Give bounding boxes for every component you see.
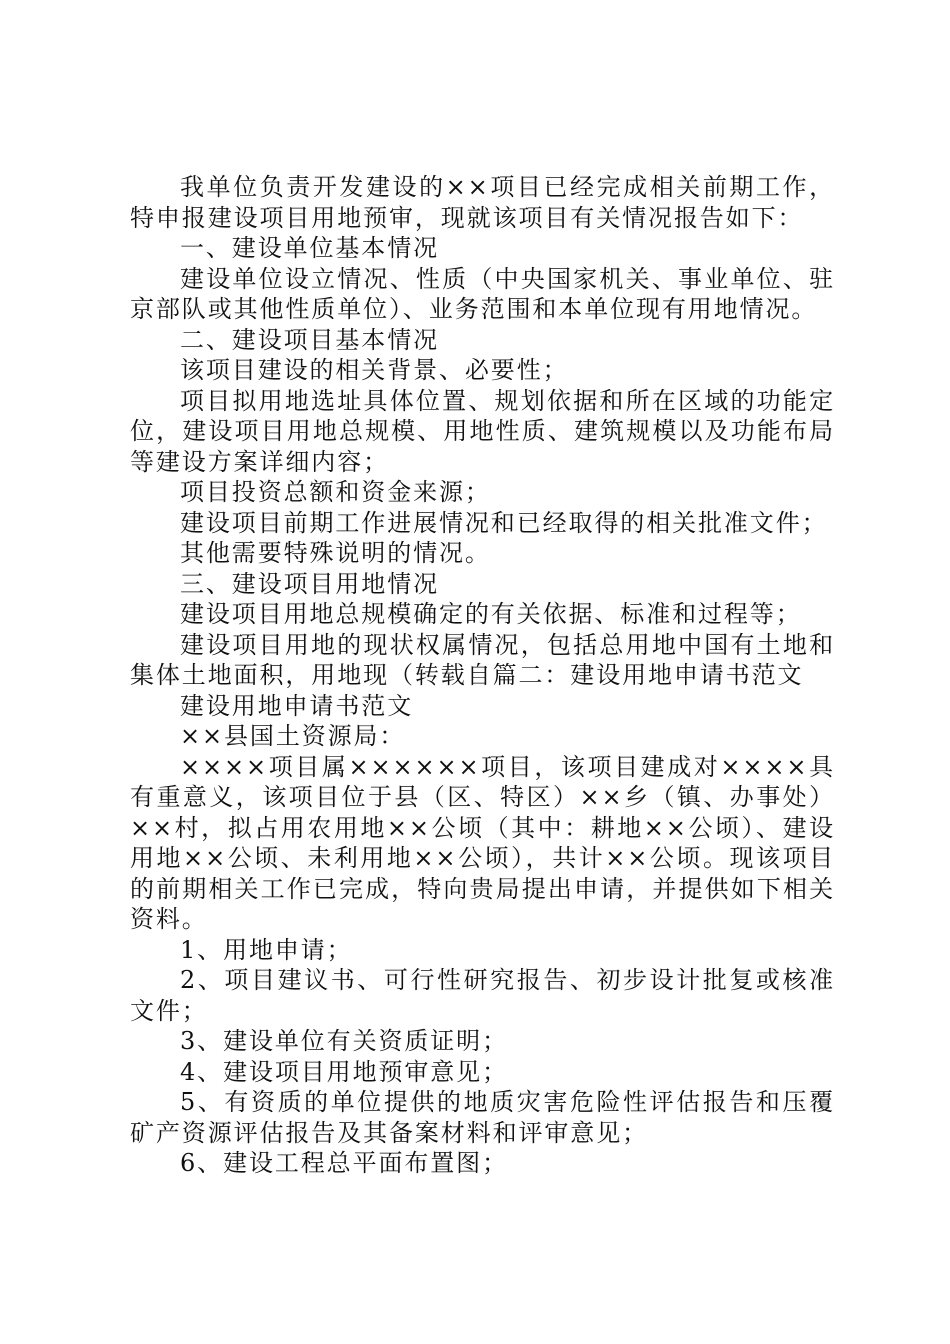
list-item-2: 2、项目建议书、可行性研究报告、初步设计批复或核准文件； xyxy=(130,966,835,1025)
heading-section-2: 二、建设项目基本情况 xyxy=(180,325,439,354)
heading-section-3: 三、建设项目用地情况 xyxy=(180,569,439,598)
list-item-1: 1、用地申请； xyxy=(180,935,353,964)
paragraph-site-plan: 项目拟用地选址具体位置、规划依据和所在区域的功能定位，建设项目用地总规模、用地性质、建筑规模以及功能布局等建设方案详细内容； xyxy=(130,386,835,476)
paragraph-land-ownership: 建设项目用地的现状权属情况，包括总用地中国有土地和集体土地面积，用地现（转载自篇二：建设用地申请书范文 xyxy=(130,630,835,689)
paragraph-background: 该项目建设的相关背景、必要性； xyxy=(180,356,569,384)
list-item-4: 4、建设项目用地预审意见； xyxy=(180,1057,508,1086)
paragraph-other: 其他需要特殊说明的情况。 xyxy=(180,539,491,567)
list-item-5: 5、有资质的单位提供的地质灾害危险性评估报告和压覆矿产资源评估报告及其备案材料和评审意见； xyxy=(130,1088,835,1147)
addressee: ××县国土资源局： xyxy=(180,722,406,750)
paragraph-land-basis: 建设项目用地总规模确定的有关依据、标准和过程等； xyxy=(180,600,802,628)
paragraph-unit-info: 建设单位设立情况、性质（中央国家机关、事业单位、驻京部队或其他性质单位）、业务范围和本单位现有用地情况。 xyxy=(130,264,835,323)
paragraph-progress: 建设项目前期工作进展情况和已经取得的相关批准文件； xyxy=(180,508,828,537)
heading-sample-title: 建设用地申请书范文 xyxy=(180,691,414,720)
paragraph-application: ××××项目属××××××项目，该项目建成对××××具有重意义，该项目位于县（区、特区）××乡（镇、办事处）××村，拟占用农用地××公顷（其中：耕地××公顷）、建设用地××公顷、未利用地××公顷），共计××公顷。现该项目的前期相关工作已完成，特向贵局提出申请，并提供如下相关资料。 xyxy=(130,752,835,933)
list-item-3: 3、建设单位有关资质证明； xyxy=(180,1027,508,1055)
paragraph-investment: 项目投资总额和资金来源； xyxy=(180,478,491,506)
heading-section-1: 一、建设单位基本情况 xyxy=(180,234,439,262)
list-item-6: 6、建设工程总平面布置图； xyxy=(180,1149,508,1177)
paragraph-intro: 我单位负责开发建设的××项目已经完成相关前期工作，特申报建设项目用地预审，现就该项目有关情况报告如下： xyxy=(130,173,835,232)
document-body xyxy=(130,172,835,1179)
